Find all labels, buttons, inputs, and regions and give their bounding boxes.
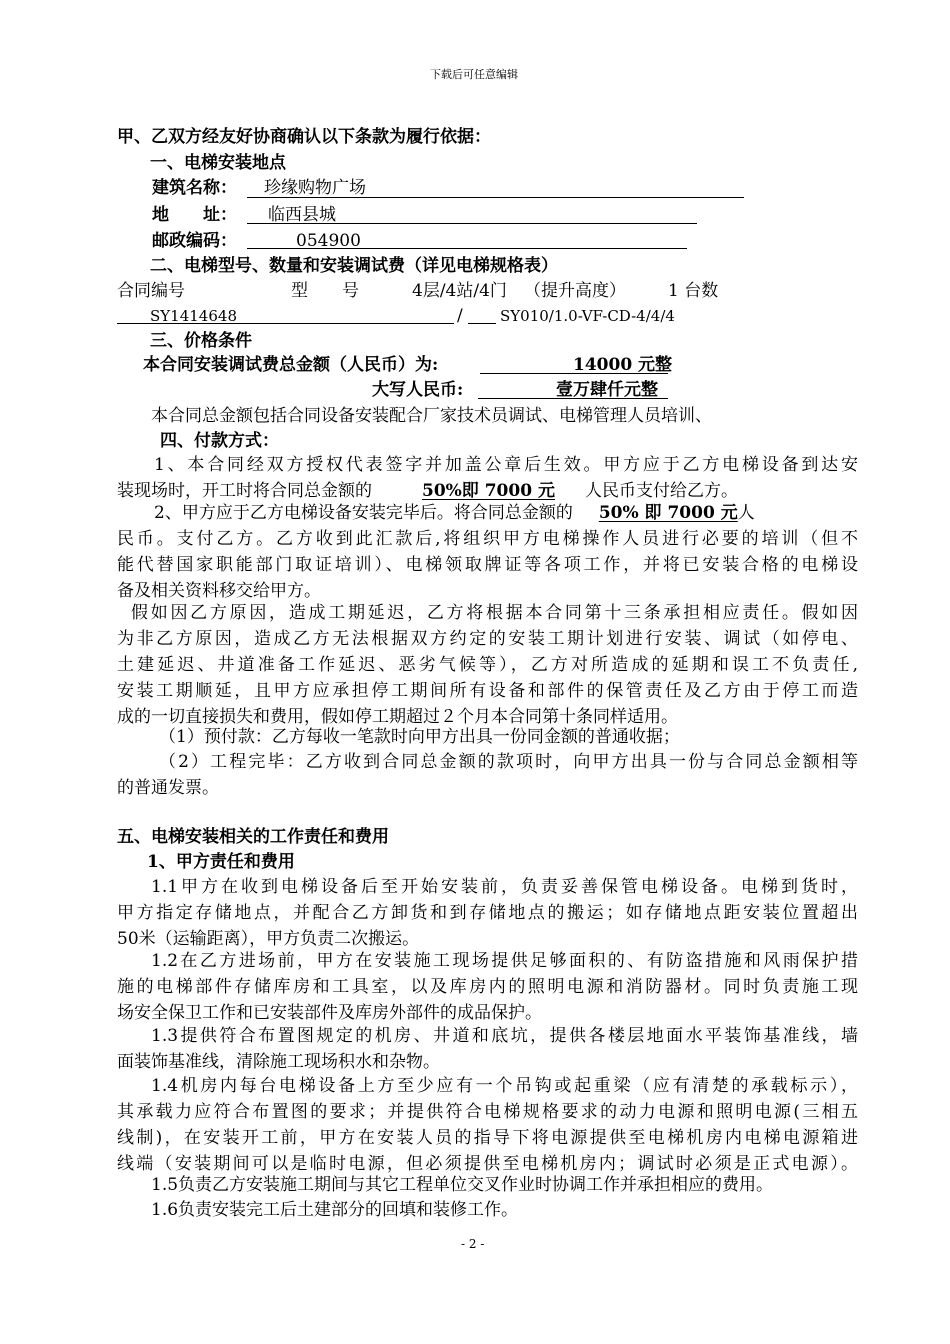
price-scope-note: 本合同总金额包括合同设备安装配合厂家技术员调试、电梯管理人员培训、 bbox=[151, 406, 712, 426]
amount-in-words-label: 大写人民币: bbox=[372, 380, 464, 400]
payment-2-amount: 50% 即 7000 元 bbox=[598, 503, 738, 523]
item-1-4-line-1: 1.4机房内每台电梯设备上方至少应有一个吊钩或起重梁（应有清楚的承载标示）， bbox=[151, 1076, 858, 1096]
item-1-3-line-1: 1.3提供符合布置图规定的机房、井道和底坑，提供各楼层地面水平装饰基准线，墙 bbox=[151, 1026, 858, 1046]
item-1-4-line-4: 线端（安装期间可以是临时电源，但必须提供至电梯机房内；调试时必须是正式电源）。 bbox=[117, 1154, 858, 1174]
payment-clause-2-line-4: 备及相关资料移交给甲方。 bbox=[117, 581, 321, 601]
delay-clause-line-4: 安装工期顺延，且甲方应承担停工期间所有设备和部件的保管责任及乙方由于停工而造 bbox=[117, 681, 858, 701]
item-1-5-line: 1.5负责乙方安装施工期间与其它工程单位交叉作业时协调工作并承担相应的费用。 bbox=[151, 1175, 774, 1195]
separator: / bbox=[457, 306, 463, 326]
party-a-responsibilities-heading: 1、甲方责任和费用 bbox=[147, 852, 295, 872]
item-1-1 bbox=[117, 874, 858, 952]
amount-in-words-value: 壹万肆仟元整 bbox=[556, 380, 658, 400]
total-amount-value: 14000 元整 bbox=[573, 355, 673, 375]
postal-code-label: 邮政编码： bbox=[152, 231, 237, 251]
postal-code-underline bbox=[247, 248, 687, 249]
delay-clause bbox=[117, 600, 858, 730]
item-1-3-line-2: 面装饰基准线，清除施工现场积水和杂物。 bbox=[117, 1052, 440, 1072]
payment-clause-1-suffix: 人民币支付给乙方。 bbox=[584, 481, 738, 501]
item-1-6-line: 1.6负责安装完工后土建部分的回填和装修工作。 bbox=[151, 1200, 519, 1220]
item-1-1-line-2: 甲方指定存储地点，并配合乙方卸货和到存储地点的搬运；如存储地点距安装位置超出 bbox=[117, 903, 858, 923]
address-label: 地 址： bbox=[152, 205, 237, 225]
section-4-heading: 四、付款方式： bbox=[160, 431, 279, 451]
prepayment-clause bbox=[117, 724, 858, 750]
postal-code-value: 054900 bbox=[296, 231, 361, 251]
item-1-2-line-3: 场安全保卫工作和已安装部件及库房外部件的成品保护。 bbox=[117, 1003, 542, 1023]
address-underline bbox=[247, 223, 697, 224]
contract-number: SY1414648 bbox=[150, 307, 237, 325]
payment-clause-1 bbox=[117, 452, 858, 504]
model-number: SY010/1.0-VF-CD-4/4/4 bbox=[500, 307, 675, 325]
prepayment-clause-line: （1）预付款：乙方每收一笔款时向甲方出具一份同金额的普通收据； bbox=[159, 727, 680, 747]
model-number-underline-lead bbox=[468, 323, 496, 324]
completion-clause-line-2: 的普通发票。 bbox=[117, 778, 219, 798]
payment-clause-1-line-1: 1、本合同经双方授权代表签字并加盖公章后生效。甲方应于乙方电梯设备到达安 bbox=[154, 455, 858, 475]
completion-clause bbox=[117, 749, 858, 801]
payment-clause-1-prefix: 装现场时，开工时将合同总金额的 bbox=[117, 481, 372, 501]
delay-clause-line-5: 成的一切直接损失和费用，假如停工期超过２个月本合同第十条同样适用。 bbox=[117, 707, 678, 727]
payment-1-amount: 50%即 7000 元 bbox=[422, 481, 555, 501]
col-quantity: 1 台数 bbox=[668, 281, 719, 301]
delay-clause-line-3: 土建延迟、井道准备工作延迟、恶劣气候等），乙方对所造成的延期和误工不负责任, bbox=[117, 655, 858, 675]
delay-clause-line-2: 为非乙方原因，造成乙方无法根据双方约定的安装工期计划进行安装、调试（如停电、 bbox=[117, 629, 858, 649]
completion-clause-line-1: （2）工程完毕：乙方收到合同总金额的款项时，向甲方出具一份与合同总金额相等 bbox=[159, 752, 858, 772]
item-1-3 bbox=[117, 1023, 858, 1075]
section-5-heading: 五、电梯安装相关的工作责任和费用 bbox=[117, 827, 389, 847]
delay-clause-line-1: 假如因乙方原因，造成工期延迟，乙方将根据本合同第十三条承担相应责任。假如因 bbox=[131, 603, 858, 623]
col-lift-height: （提升高度） bbox=[524, 281, 626, 301]
payment-clause-2 bbox=[117, 500, 858, 604]
payment-clause-2-line-3: 能代替国家职能部门取证培训）、电梯领取牌证等各项工作，并将已安装合格的电梯设 bbox=[117, 555, 858, 575]
item-1-5 bbox=[117, 1172, 858, 1198]
contract-number-underline bbox=[117, 323, 454, 324]
item-1-6 bbox=[117, 1197, 858, 1223]
building-name-underline bbox=[247, 197, 744, 198]
payment-clause-2-prefix: 2、甲方应于乙方电梯设备安装完毕后。将合同总金额的 bbox=[154, 503, 573, 523]
col-model: 型 号 bbox=[291, 281, 359, 301]
address-value: 临西县城 bbox=[268, 205, 336, 225]
item-1-1-line-1: 1.1甲方在收到电梯设备后至开始安装前，负责妥善保管电梯设备。电梯到货时， bbox=[151, 877, 858, 897]
section-1-heading: 一、电梯安装地点 bbox=[150, 153, 286, 173]
building-name-label: 建筑名称： bbox=[152, 178, 237, 198]
total-amount-label: 本合同安装调试费总金额（人民币）为: bbox=[143, 355, 439, 375]
col-floors: 4层/4站/4门 bbox=[412, 281, 507, 301]
page-number: - 2 - bbox=[461, 1237, 485, 1251]
intro-line: 甲、乙双方经友好协商确认以下条款为履行依据： bbox=[117, 127, 491, 147]
col-contract-no: 合同编号 bbox=[117, 281, 185, 301]
item-1-4-line-2: 其承载力应符合布置图的要求；并提供符合电梯规格要求的动力电源和照明电源(三相五 bbox=[117, 1102, 858, 1122]
item-1-2-line-1: 1.2在乙方进场前，甲方在安装施工现场提供足够面积的、有防盗措施和风雨保护措 bbox=[151, 951, 858, 971]
item-1-1-line-3: 50米（运输距离），甲方负责二次搬运。 bbox=[117, 929, 420, 949]
item-1-4-line-3: 线制)，在安装开工前，甲方在安装人员的指导下将电源提供至电梯机房内电梯电源箱进 bbox=[117, 1128, 858, 1148]
item-1-4 bbox=[117, 1073, 858, 1177]
payment-clause-2-suffix: 人 bbox=[737, 503, 755, 523]
payment-clause-2-line-1 bbox=[117, 500, 858, 526]
building-name-value: 珍缘购物广场 bbox=[264, 178, 366, 198]
payment-clause-2-line-2: 民币。支付乙方。乙方收到此汇款后,将组织甲方电梯操作人员进行必要的培训（但不 bbox=[117, 529, 858, 549]
page-header: 下载后可任意编辑 bbox=[430, 68, 518, 81]
item-1-2 bbox=[117, 948, 858, 1026]
section-2-heading: 二、电梯型号、数量和安装调试费（详见电梯规格表） bbox=[150, 256, 558, 276]
item-1-2-line-2: 施的电梯部件存储库房和工具室，以及库房内的照明电源和消防器材。同时负责施工现 bbox=[117, 977, 858, 997]
section-3-heading: 三、价格条件 bbox=[150, 331, 252, 351]
